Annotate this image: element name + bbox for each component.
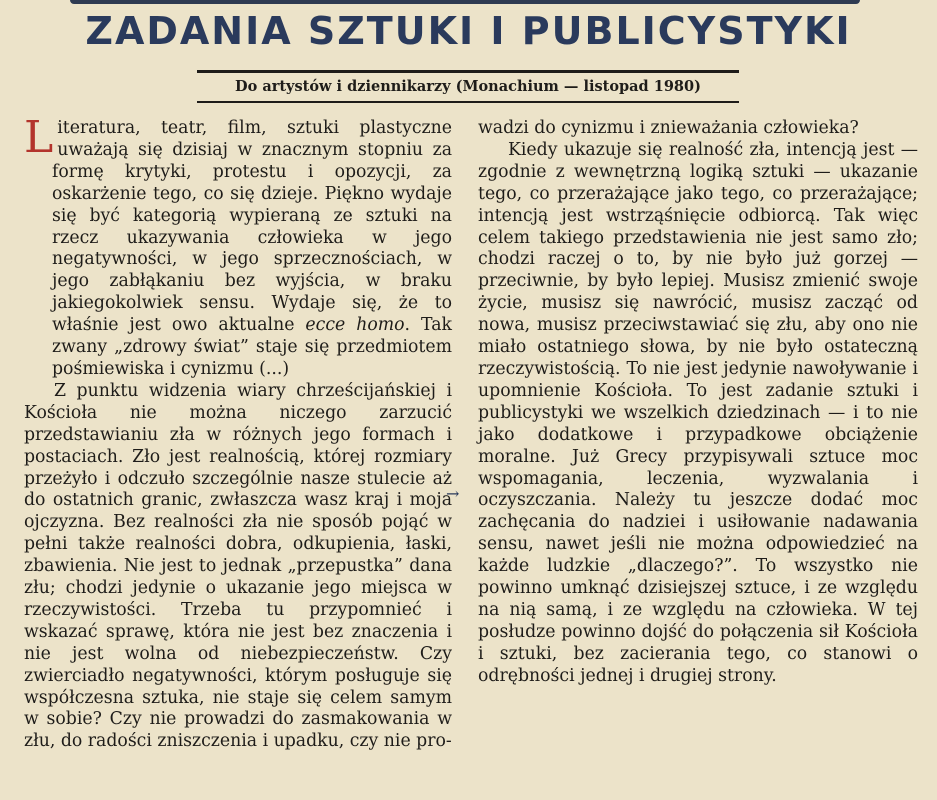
article-headline: ZADANIA SZTUKI I PUBLICYSTYKI <box>85 9 852 53</box>
subheading-rule-bottom <box>197 101 739 103</box>
article-subheading: Do artystów i dziennikarzy (Monachium — listopad 1980) <box>235 78 701 95</box>
paragraph-1-italic: ecce homo <box>305 315 405 336</box>
top-decorative-rule <box>70 0 860 4</box>
paragraph-1 <box>24 112 452 381</box>
continuation-arrow-icon: → <box>446 484 460 503</box>
subheading-rule-top <box>197 70 739 73</box>
paragraph-1-end: . Tak zwany „zdrowy świat” staje się przedmiotem pośmiewiska i cynizmu (...) <box>52 315 452 379</box>
left-column <box>24 112 452 753</box>
paragraph-1-text: iteratura, teatr, film, sztuki plastyczne uważają się dzisiaj w znacznym stopniu za formę krytyki, protestu i opozycji, za oskarżenie tego, co się dzieje. Piękno wydaje się być kategorią wypieraną ze sztuki na rzecz ukazywania człowieka w jego negatywności, w jego sprzecznościach, w jego zabłąkaniu bez wyjścia, w braku jakiegokolwiek sensu. Wydaje się, że to właśnie jest owo aktualne <box>52 118 452 336</box>
drop-cap: L <box>24 112 54 163</box>
paragraph-2: Z punktu widzenia wiary chrześcijańskiej i Kościoła nie można niczego zarzucić przedstawianiu zła w różnych jego formach i postaciach. Zło jest realnością, której rozmiary przeżyło i odczuło szczególnie nasze stulecie aż do ostatnich granic, zwłaszcza wasz kraj i moja ojczyzna. Bez realności zła nie sposób pojąć w pełni także realności dobra, odkupienia, łaski, zbawienia. Nie jest to jednak „przepustka” dana złu; chodzi jedynie o ukazanie jego miejsca w rzeczywistości. Trzeba tu przypomnieć i wskazać sprawę, która nie jest bez znaczenia i nie jest wolna od niebezpieczeństw. Czy zwierciadło negatywności, którym posługuje się współczesna sztuka, nie staje się celem samym w sobie? Czy nie prowadzi do zasmakowania w złu, do radości zniszczenia i upadku, czy nie pro- <box>24 380 452 752</box>
paragraph-2-continued: wadzi do cynizmu i znieważania człowieka? <box>478 118 859 138</box>
right-column <box>478 118 918 688</box>
paragraph-3: Kiedy ukazuje się realność zła, intencją jest — zgodnie z wewnętrzną logiką sztuki — ukazanie tego, co przerażające jako tego, co przerażające; intencją jest wstrząśnięcie odbiorcą. Tak więc celem takiego przedstawienia nie jest samo zło; chodzi raczej o to, by nie było już gorzej — przeciwnie, by było lepiej. Musisz zmienić swoje życie, musisz się nawrócić, musisz zacząć od nowa, musisz przeciwstawiać się złu, aby ono nie miało ostatniego słowa, by nie było ostateczną rzeczywistością. To nie jest jedynie nawoływanie i upomnienie Kościoła. To jest zadanie sztuki i publicystyki we wszelkich dziedzinach — i to nie jako dodatkowe i przypadkowe obciążenie moralne. Już Grecy przypisywali sztuce moc wspomagania, leczenia, wyzwalania i oczyszczania. Należy tu jeszcze dodać moc zachęcania do nadziei i usiłowanie nadawania sensu, nawet jeśli nie można odpowiedzieć na każde ludzkie „dlaczego?”. To wszystko nie powinno umknąć dzisiejszej sztuce, i ze względu na nią samą, i ze względu na człowieka. W tej posłudze powinno dojść do połączenia sił Kościoła i sztuki, bez zacierania tego, co stanowi o odrębności jednej i drugiej strony. <box>478 139 918 686</box>
